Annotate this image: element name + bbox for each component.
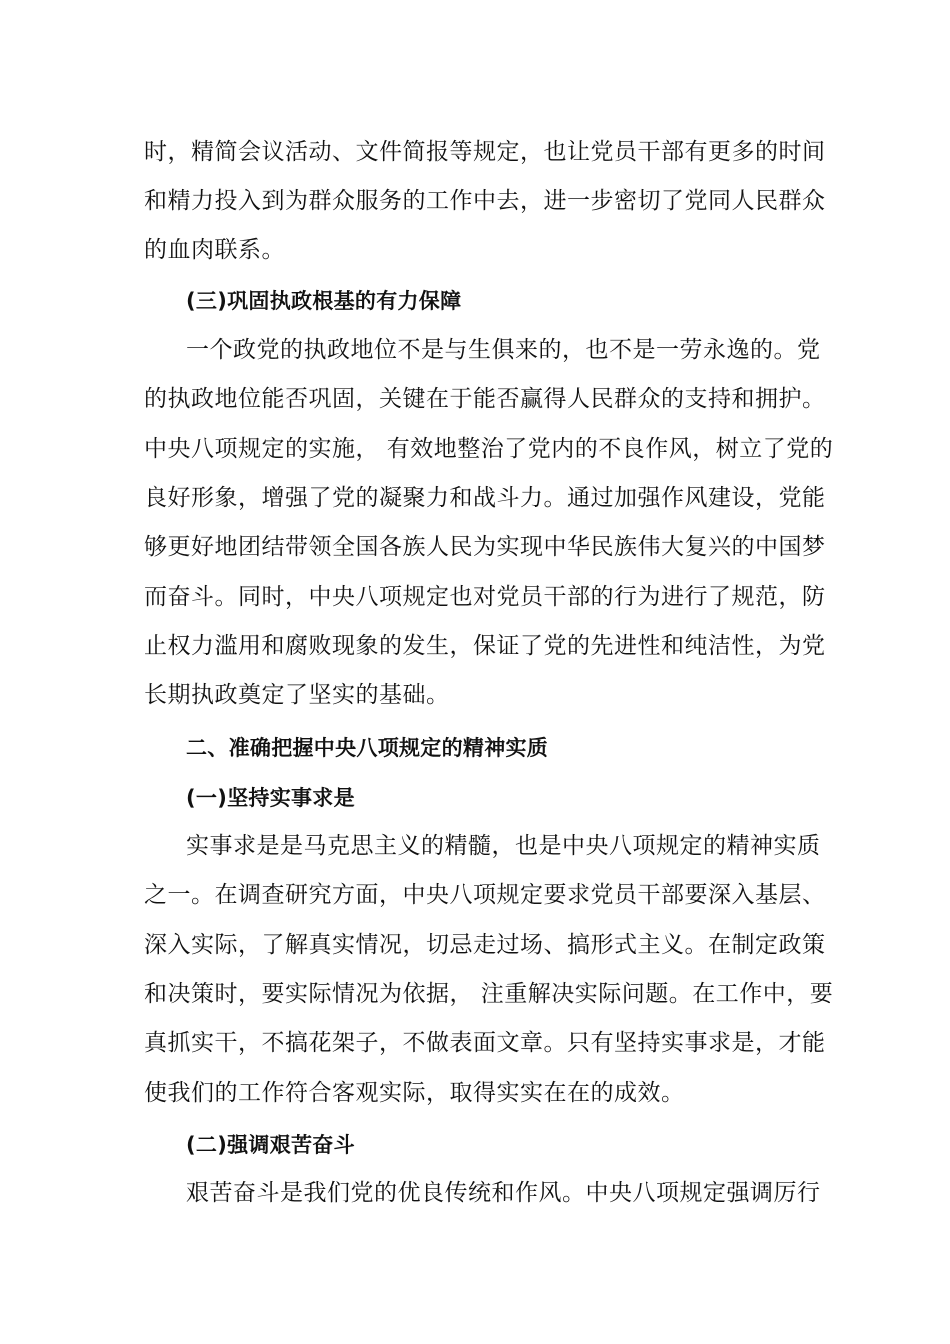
section-heading: (二)强调艰苦奋斗 [186, 1133, 355, 1157]
paragraph-line: 良好形象，增强了党的凝聚力和战斗力。通过加强作风建设，党能 [144, 485, 826, 511]
paragraph-line: 和决策时，要实际情况为依据， 注重解决实际问题。在工作中，要 [144, 981, 834, 1007]
paragraph-line: 艰苦奋斗是我们党的优良传统和作风。中央八项规定强调厉行 [186, 1180, 821, 1206]
paragraph-line: 和精力投入到为群众服务的工作中去，进一步密切了党同人民群众 [144, 188, 826, 214]
paragraph-line: 的血肉联系。 [144, 237, 285, 263]
chapter-heading: 二、准确把握中央八项规定的精神实质 [186, 736, 549, 760]
paragraph-line: 的执政地位能否巩固，关键在于能否赢得人民群众的支持和拥护。 [144, 386, 826, 412]
paragraph-line: 中央八项规定的实施， 有效地整治了党内的不良作风，树立了党的 [144, 436, 834, 462]
paragraph-line: 而奋斗。同时，中央八项规定也对党员干部的行为进行了规范，防 [144, 584, 826, 610]
paragraph-line: 真抓实干，不搞花架子，不做表面文章。只有坚持实事求是，才能 [144, 1030, 826, 1056]
paragraph-line: 时，精简会议活动、文件简报等规定，也让党员干部有更多的时间 [144, 139, 826, 165]
paragraph-line: 使我们的工作符合客观实际，取得实实在在的成效。 [144, 1080, 685, 1106]
paragraph-line: 止权力滥用和腐败现象的发生，保证了党的先进性和纯洁性，为党 [144, 633, 826, 659]
paragraph-line: 深入实际，了解真实情况，切忌走过场、搞形式主义。在制定政策 [144, 932, 826, 958]
paragraph-line: 长期执政奠定了坚实的基础。 [144, 682, 450, 708]
paragraph-line: 一个政党的执政地位不是与生俱来的，也不是一劳永逸的。党 [186, 337, 821, 363]
section-heading: (三)巩固执政根基的有力保障 [186, 289, 462, 313]
paragraph-line: 实事求是是马克思主义的精髓，也是中央八项规定的精神实质 [186, 833, 821, 859]
section-heading: (一)坚持实事求是 [186, 786, 355, 810]
paragraph-line: 之一。在调查研究方面，中央八项规定要求党员干部要深入基层、 [144, 882, 826, 908]
paragraph-line: 够更好地团结带领全国各族人民为实现中华民族伟大复兴的中国梦 [144, 534, 826, 560]
